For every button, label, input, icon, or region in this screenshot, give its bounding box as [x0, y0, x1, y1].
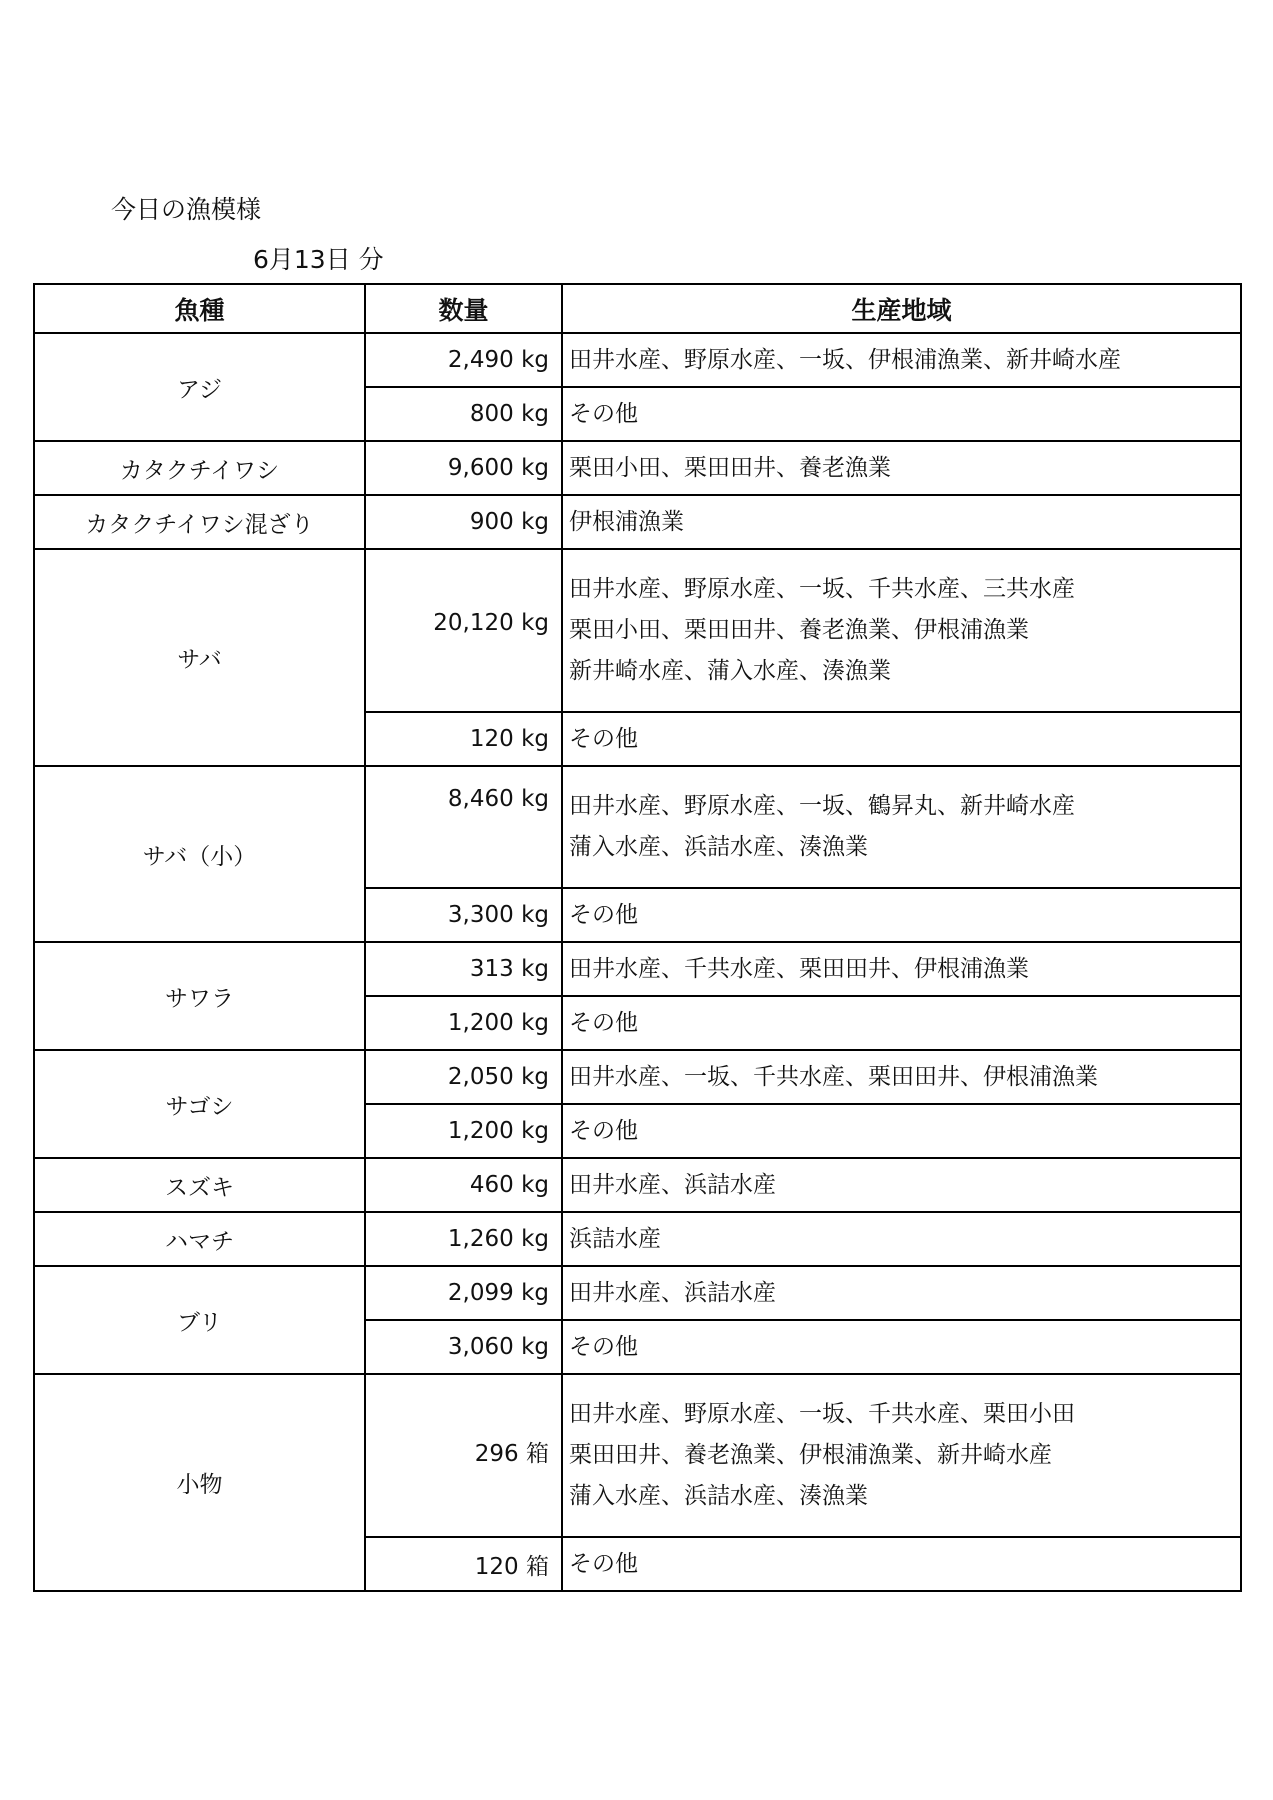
species-cell: スズキ [34, 1158, 365, 1212]
table-row [34, 1266, 1241, 1320]
table-row [34, 495, 1241, 549]
species-cell: カタクチイワシ [34, 441, 365, 495]
region-line: その他 [569, 1550, 638, 1577]
region-cell [562, 1320, 1241, 1374]
region-line: 蒲入水産、浜詰水産、湊漁業 [569, 1483, 868, 1509]
species-cell: サバ（小） [34, 766, 365, 942]
region-cell [562, 1374, 1241, 1537]
quantity-cell: 1,200 kg [365, 1104, 562, 1158]
table-body [34, 333, 1241, 1591]
region-line: 田井水産、野原水産、一坂、鶴昇丸、新井崎水産 [569, 793, 1075, 819]
quantity-cell: 20,120 kg [365, 549, 562, 712]
region-cell [562, 333, 1241, 387]
table-header-row [34, 284, 1241, 333]
region-cell [562, 1104, 1241, 1158]
species-cell: サゴシ [34, 1050, 365, 1158]
quantity-cell: 2,490 kg [365, 333, 562, 387]
quantity-cell: 2,050 kg [365, 1050, 562, 1104]
region-line: 浜詰水産 [569, 1225, 661, 1252]
page-title: 今日の漁模様 [111, 195, 262, 224]
quantity-cell: 120 箱 [365, 1537, 562, 1591]
species-cell: アジ [34, 333, 365, 441]
region-line: その他 [569, 1009, 638, 1036]
region-line: 伊根浦漁業 [569, 508, 684, 535]
region-cell [562, 495, 1241, 549]
region-line: 田井水産、浜詰水産 [569, 1279, 776, 1306]
quantity-cell: 313 kg [365, 942, 562, 996]
table-row [34, 441, 1241, 495]
quantity-cell: 800 kg [365, 387, 562, 441]
region-cell [562, 888, 1241, 942]
table-row [34, 1158, 1241, 1212]
header-region: 生産地域 [562, 284, 1241, 333]
region-line: 田井水産、野原水産、一坂、千共水産、三共水産 [569, 576, 1075, 602]
region-cell [562, 1212, 1241, 1266]
region-line: 新井崎水産、蒲入水産、湊漁業 [569, 658, 891, 684]
table-row [34, 1050, 1241, 1104]
species-cell: ブリ [34, 1266, 365, 1374]
region-line: その他 [569, 400, 638, 427]
date-label: 6月13日 分 [253, 245, 384, 274]
quantity-cell: 460 kg [365, 1158, 562, 1212]
region-line: その他 [569, 725, 638, 752]
table-row [34, 766, 1241, 888]
quantity-cell: 2,099 kg [365, 1266, 562, 1320]
region-cell [562, 1266, 1241, 1320]
region-line: 田井水産、野原水産、一坂、千共水産、栗田小田 [569, 1401, 1075, 1427]
species-cell: 小物 [34, 1374, 365, 1591]
region-line: 田井水産、千共水産、栗田田井、伊根浦漁業 [569, 955, 1029, 982]
region-cell [562, 766, 1241, 888]
region-line: その他 [569, 901, 638, 928]
region-cell [562, 942, 1241, 996]
region-cell [562, 441, 1241, 495]
catch-table [33, 283, 1242, 1592]
region-cell [562, 712, 1241, 766]
quantity-cell: 1,260 kg [365, 1212, 562, 1266]
region-cell [562, 1158, 1241, 1212]
quantity-cell: 1,200 kg [365, 996, 562, 1050]
species-cell: カタクチイワシ混ざり [34, 495, 365, 549]
quantity-cell: 296 箱 [365, 1374, 562, 1537]
table-row [34, 1212, 1241, 1266]
species-cell: サワラ [34, 942, 365, 1050]
species-cell: サバ [34, 549, 365, 766]
region-cell [562, 387, 1241, 441]
quantity-cell: 3,060 kg [365, 1320, 562, 1374]
region-line: 蒲入水産、浜詰水産、湊漁業 [569, 834, 868, 860]
region-line: その他 [569, 1117, 638, 1144]
region-line: 田井水産、浜詰水産 [569, 1171, 776, 1198]
region-line: 栗田田井、養老漁業、伊根浦漁業、新井崎水産 [569, 1442, 1052, 1468]
quantity-cell: 8,460 kg [365, 766, 562, 888]
table-row [34, 333, 1241, 387]
region-line: 田井水産、野原水産、一坂、伊根浦漁業、新井崎水産 [569, 346, 1121, 373]
header-quantity: 数量 [365, 284, 562, 333]
region-cell [562, 549, 1241, 712]
species-cell: ハマチ [34, 1212, 365, 1266]
region-line: 栗田小田、栗田田井、養老漁業 [569, 454, 891, 481]
table-row [34, 1374, 1241, 1537]
quantity-cell: 900 kg [365, 495, 562, 549]
quantity-cell: 9,600 kg [365, 441, 562, 495]
region-line: 栗田小田、栗田田井、養老漁業、伊根浦漁業 [569, 617, 1029, 643]
quantity-cell: 3,300 kg [365, 888, 562, 942]
quantity-cell: 120 kg [365, 712, 562, 766]
region-line: その他 [569, 1333, 638, 1360]
region-cell [562, 996, 1241, 1050]
header-species: 魚種 [34, 284, 365, 333]
region-line: 田井水産、一坂、千共水産、栗田田井、伊根浦漁業 [569, 1063, 1098, 1090]
table-row [34, 942, 1241, 996]
region-cell [562, 1050, 1241, 1104]
table-row [34, 549, 1241, 712]
region-cell [562, 1537, 1241, 1591]
